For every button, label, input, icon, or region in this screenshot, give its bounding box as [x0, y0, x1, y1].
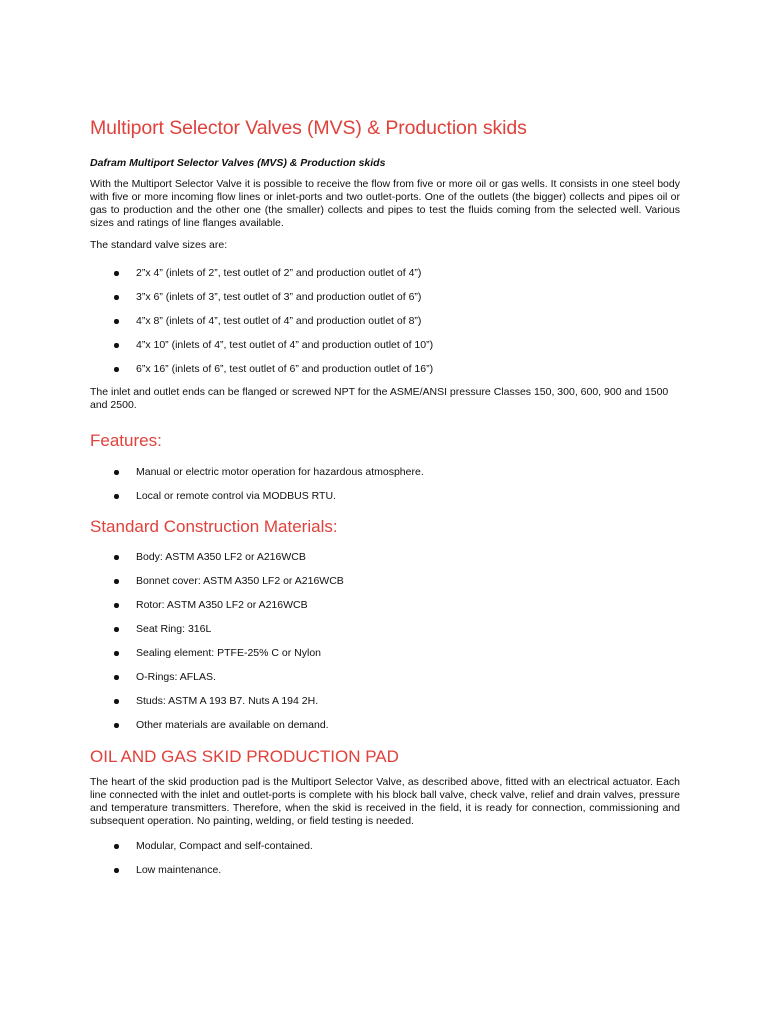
- skid-paragraph: The heart of the skid production pad is the Multiport Selector Valve, as described above, fitted with an electrical actuator. Each line connected with the inlet and outlet-ports is complete with his block ball valve, check valve, relief and drain valves, pressure and temperature transmitters. Therefore, when the skid is received in the field, it is ready for connection, commissioning and subsequent operation. No painting, welding, or field testing is needed.: [90, 776, 680, 827]
- list-item: [90, 315, 680, 328]
- bullet-icon: [114, 868, 119, 873]
- bullet-icon: [114, 723, 119, 728]
- sizes-intro: The standard valve sizes are:: [90, 239, 228, 251]
- bullet-icon: [114, 555, 119, 560]
- features-list: [90, 466, 680, 503]
- skid-point-item: Modular, Compact and self-contained.: [136, 840, 313, 852]
- feature-item: Manual or electric motor operation for hazardous atmosphere.: [136, 466, 424, 478]
- list-item: [90, 695, 680, 708]
- list-item: [90, 623, 680, 636]
- document-content: [90, 116, 680, 888]
- skid-heading: OIL AND GAS SKID PRODUCTION PAD: [90, 747, 399, 766]
- ends-paragraph: The inlet and outlet ends can be flanged or screwed NPT for the ASME/ANSI pressure Classes 150, 300, 600, 900 and 1500 and 2500.: [90, 386, 669, 411]
- size-item: 6”x 16” (inlets of 6”, test outlet of 6” and production outlet of 16”): [136, 363, 434, 375]
- bullet-icon: [114, 367, 119, 372]
- bullet-icon: [114, 579, 119, 584]
- list-item: [90, 466, 680, 479]
- page-title: Multiport Selector Valves (MVS) & Production skids: [90, 117, 527, 139]
- material-item: O-Rings: AFLAS.: [136, 671, 216, 683]
- list-item: [90, 339, 680, 352]
- material-item: Body: ASTM A350 LF2 or A216WCB: [136, 551, 306, 563]
- material-item: Sealing element: PTFE-25% C or Nylon: [136, 647, 321, 659]
- size-item: 2”x 4” (inlets of 2”, test outlet of 2” and production outlet of 4”): [136, 267, 422, 279]
- size-item: 4”x 10” (inlets of 4”, test outlet of 4” and production outlet of 10”): [136, 339, 434, 351]
- bullet-icon: [114, 271, 119, 276]
- materials-list: [90, 551, 680, 732]
- page-subtitle: Dafram Multiport Selector Valves (MVS) & Production skids: [90, 157, 386, 169]
- list-item: [90, 575, 680, 588]
- materials-heading: Standard Construction Materials:: [90, 517, 338, 536]
- material-item: Studs: ASTM A 193 B7. Nuts A 194 2H.: [136, 695, 319, 707]
- intro-paragraph: With the Multiport Selector Valve it is possible to receive the flow from five or more oil or gas wells. It consists in one steel body with five or more incoming flow lines or inlet-ports and two outlet-ports. One of the outlets (the bigger) collects and pipes oil or gas to production and the other one (the smaller) collects and pipes to test the fluids coming from the selected well. Various sizes and ratings of line flanges available.: [90, 178, 680, 229]
- bullet-icon: [114, 603, 119, 608]
- bullet-icon: [114, 295, 119, 300]
- bullet-icon: [114, 675, 119, 680]
- material-item: Bonnet cover: ASTM A350 LF2 or A216WCB: [136, 575, 344, 587]
- bullet-icon: [114, 470, 119, 475]
- material-item: Other materials are available on demand.: [136, 719, 329, 731]
- bullet-icon: [114, 699, 119, 704]
- bullet-icon: [114, 343, 119, 348]
- feature-item: Local or remote control via MODBUS RTU.: [136, 490, 336, 502]
- list-item: [90, 671, 680, 684]
- bullet-icon: [114, 319, 119, 324]
- skid-point-item: Low maintenance.: [136, 864, 222, 876]
- material-item: Rotor: ASTM A350 LF2 or A216WCB: [136, 599, 308, 611]
- size-item: 4”x 8” (inlets of 4”, test outlet of 4” and production outlet of 8”): [136, 315, 422, 327]
- list-item: [90, 291, 680, 304]
- list-item: [90, 864, 680, 877]
- sizes-list: [90, 267, 680, 376]
- list-item: [90, 840, 680, 853]
- bullet-icon: [114, 494, 119, 499]
- list-item: [90, 490, 680, 503]
- bullet-icon: [114, 627, 119, 632]
- bullet-icon: [114, 844, 119, 849]
- list-item: [90, 267, 680, 280]
- list-item: [90, 551, 680, 564]
- material-item: Seat Ring: 316L: [136, 623, 212, 635]
- size-item: 3”x 6” (inlets of 3”, test outlet of 3” and production outlet of 6”): [136, 291, 422, 303]
- list-item: [90, 599, 680, 612]
- bullet-icon: [114, 651, 119, 656]
- features-heading: Features:: [90, 431, 162, 450]
- list-item: [90, 647, 680, 660]
- list-item: [90, 363, 680, 376]
- skid-points-list: [90, 840, 680, 877]
- list-item: [90, 719, 680, 732]
